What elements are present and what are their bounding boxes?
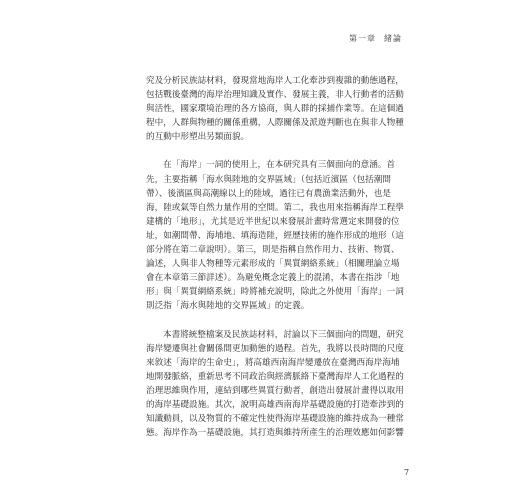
text-line: 帶）、後濱區與高潮線以上的陸域，過往已有農漁業活動外，也是 [146, 188, 391, 199]
text-line: 知識動員，以及物質的不確定性使得海岸基礎設施的維持成為一種常 [146, 414, 404, 425]
text-line: 在「海岸」一詞的使用上，在本研究具有三個面向的意涵。首 [163, 160, 396, 171]
chapter-title: 緒論 [384, 34, 402, 43]
text-line: 形」與「異質網絡系統」時將補充說明，除此之外使用「海岸」一詞 [146, 287, 404, 298]
text-line: 的海岸基礎設施。其次，說明高雄西南海岸基礎設施的打造牽涉到的 [146, 399, 404, 410]
paragraph-1 [146, 74, 404, 144]
chapter-label: 第一章 [349, 34, 376, 43]
text-line: 部分將在第二章說明）。第三，則是指稱自然作用力、技術、物質、 [146, 245, 400, 256]
text-line: 海，陸或氣等自然力量作用的空間。第二，我也用來指稱海岸工程學 [146, 202, 404, 213]
text-line: 的互動中形塑出另類面貌。 [146, 132, 250, 143]
body-text [146, 74, 404, 440]
text-line: 建構的「地形」，尤其是近半世紀以來發展計畫時常選定來開發的位 [146, 216, 400, 227]
text-line: 治理思維與作用，連結到哪些異質行動者，創造出發展計畫得以取用 [146, 385, 404, 396]
paragraph-gap [146, 314, 396, 328]
paragraph-3 [146, 328, 404, 441]
running-head [349, 33, 402, 44]
text-line: 包括戰後臺灣的海岸治理知識及實作、發展主義，非人行動者的活動 [146, 90, 404, 101]
text-line: 與活性，國家環境治理的各方協商，與人群的採捕作業等。在這個過 [146, 104, 404, 115]
text-line: 地開發脈絡，重新思考不同政治與經濟脈絡下臺灣海岸人工化過程的 [146, 371, 404, 382]
text-line: 態。海岸作為一基礎設施，其打造與維持所產生的治理效應如何影響 [146, 428, 404, 439]
text-line: 址，如潮間帶、海埔地、填海造陸，經歷技術的施作形成的地形（這 [146, 230, 404, 241]
text-line: 論述，人與非人物種等元素形成的「異質網絡系統」（相關理論立場 [146, 259, 400, 270]
text-line: 程中，人群與物種的關係重構，人際關係及派遊判斷也在與非人物種 [146, 118, 404, 129]
paragraph-gap [146, 144, 396, 158]
text-line: 會在本章第三節詳述）。為避免概念定義上的混淆，本書在指涉「地 [146, 273, 400, 284]
text-line: 來敘述「海岸的生命史」，將高雄西南海岸變遷放在臺灣西海岸海埔 [146, 357, 400, 368]
text-line: 海岸變遷與社會關係間更加動態的過程。首先，我將以長時間的尺度 [146, 343, 404, 354]
page-number: 7 [404, 468, 410, 477]
text-line: 先，主要指稱「海水與陸地的交界區域」（包括近濱區（包括潮間 [146, 174, 391, 185]
text-line: 本書將統整檔案及民族誌材料，討論以下三個面向的問題，研究 [163, 329, 404, 340]
text-line: 則泛指「海水與陸地的交界區域」的定義。 [146, 301, 310, 312]
paragraph-2 [146, 158, 404, 313]
text-line: 究及分析民族誌材料，發現當地海岸人工化牽涉到複雜的動態過程， [146, 76, 404, 86]
